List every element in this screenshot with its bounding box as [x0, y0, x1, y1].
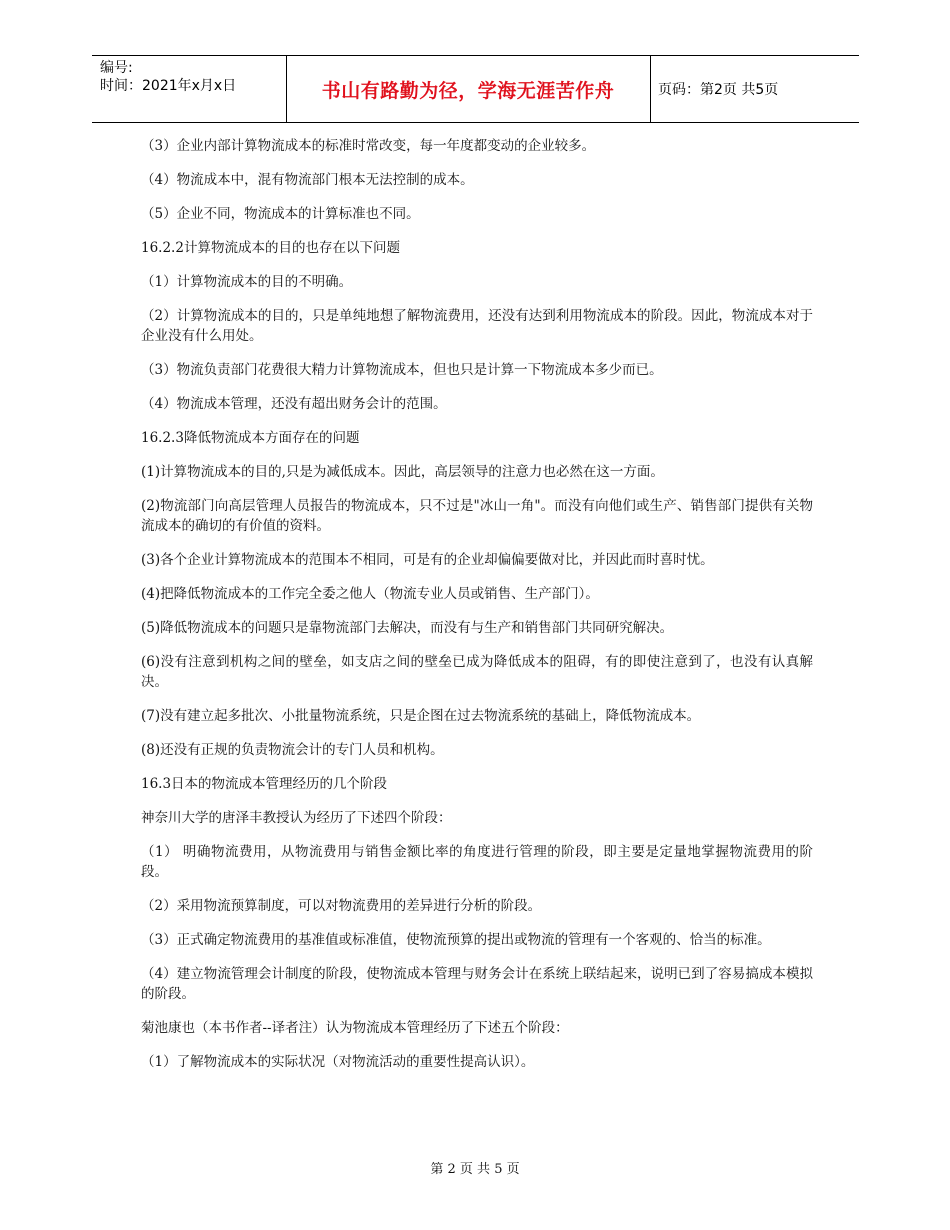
- header-page-info: 页码：第2页 共5页: [658, 82, 779, 98]
- paragraph: (3)各个企业计算物流成本的范围本不相同，可是有的企业却偏偏要做对比，并因此而时喜时忧。: [141, 552, 714, 568]
- number-label: 编号:: [100, 60, 133, 76]
- paragraph: (7)没有建立起多批次、小批量物流系统，只是企图在过去物流系统的基础上，降低物流成本。: [141, 708, 701, 724]
- document-body: [141, 136, 813, 1086]
- paragraph: （1） 明确物流费用，从物流费用与销售金额比率的角度进行管理的阶段，即主要是定量地掌握物流费用的阶段。: [141, 844, 813, 880]
- time-label: 时间：2021年x月x日: [100, 78, 237, 94]
- paragraph: 菊池康也（本书作者--译者注）认为物流成本管理经历了下述五个阶段：: [141, 1020, 569, 1036]
- paragraph: (4)把降低物流成本的工作完全委之他人（物流专业人员或销售、生产部门）。: [141, 586, 599, 602]
- paragraph: （2）采用物流预算制度，可以对物流费用的差异进行分析的阶段。: [141, 898, 542, 914]
- paragraph: (1)计算物流成本的目的,只是为减低成本。因此，高层领导的注意力也必然在这一方面。: [141, 464, 664, 480]
- paragraph: （1）计算物流成本的目的不明确。: [141, 274, 353, 290]
- paragraph: （3）物流负责部门花费很大精力计算物流成本，但也只是计算一下物流成本多少而已。: [141, 362, 663, 378]
- paragraph: （2）计算物流成本的目的，只是单纯地想了解物流费用，还没有达到利用物流成本的阶段。因此，物流成本对于企业没有什么用处。: [141, 308, 813, 344]
- header-meta: [100, 59, 236, 95]
- paragraph: (5)降低物流成本的问题只是靠物流部门去解决，而没有与生产和销售部门共同研究解决。: [141, 620, 674, 636]
- paragraph: (6)没有注意到机构之间的壁垒，如支店之间的壁垒已成为降低成本的阻碍，有的即使注意到了，也没有认真解决。: [141, 654, 813, 690]
- paragraph: 神奈川大学的唐泽丰教授认为经历了下述四个阶段：: [141, 810, 452, 826]
- header-motto: 书山有路勤为径，学海无涯苦作舟: [321, 79, 615, 102]
- section-heading: 16.2.3降低物流成本方面存在的问题: [141, 430, 360, 446]
- paragraph: （3）企业内部计算物流成本的标准时常改变，每一年度都变动的企业较多。: [141, 138, 596, 154]
- section-heading: 16.2.2计算物流成本的目的也存在以下问题: [141, 240, 400, 256]
- paragraph: (8)还没有正规的负责物流会计的专门人员和机构。: [141, 742, 444, 758]
- page-header: [92, 55, 859, 123]
- paragraph: （4）物流成本管理，还没有超出财务会计的范围。: [141, 396, 447, 412]
- section-heading: 16.3日本的物流成本管理经历的几个阶段: [141, 776, 388, 792]
- page-footer: 第 2 页 共 5 页: [430, 1162, 520, 1177]
- paragraph: （1）了解物流成本的实际状况（对物流活动的重要性提高认识）。: [141, 1054, 535, 1070]
- paragraph: （3）正式确定物流费用的基准值或标准值，使物流预算的提出或物流的管理有一个客观的、恰当的标准。: [141, 932, 771, 948]
- paragraph: （4）建立物流管理会计制度的阶段，使物流成本管理与财务会计在系统上联结起来，说明已到了容易搞成本模拟的阶段。: [141, 966, 813, 1002]
- paragraph: （4）物流成本中，混有物流部门根本无法控制的成本。: [141, 172, 474, 188]
- header-divider-right: [650, 56, 651, 122]
- paragraph: (2)物流部门向高层管理人员报告的物流成本，只不过是"冰山一角"。而没有向他们或生产、销售部门提供有关物流成本的确切的有价值的资料。: [141, 498, 813, 534]
- paragraph: （5）企业不同，物流成本的计算标准也不同。: [141, 206, 420, 222]
